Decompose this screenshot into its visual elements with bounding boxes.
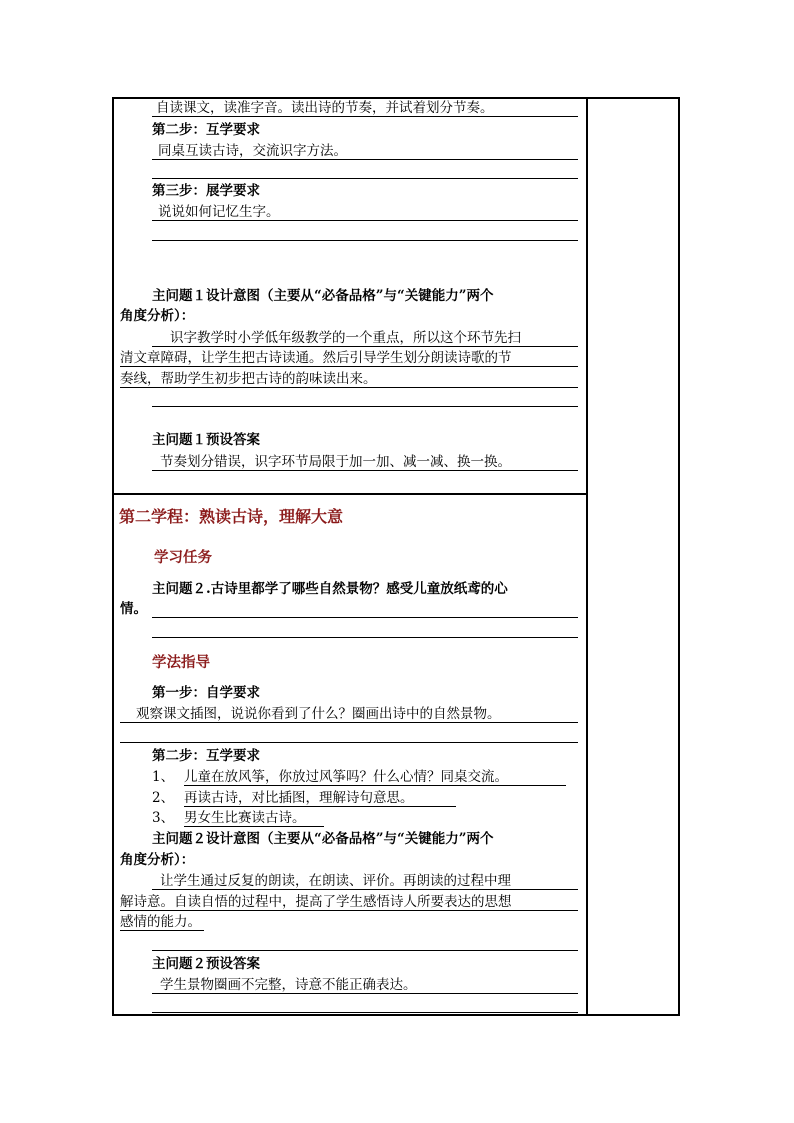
intent-line-3: 奏线，帮助学生初步把古诗的韵味读出来。 <box>120 371 377 387</box>
intent-line-2: 清文章障碍，让学生把古诗读通。然后引导学生划分朗读诗歌的节 <box>120 350 512 366</box>
underline <box>120 366 578 367</box>
item-num-2: 2、 <box>152 790 175 806</box>
intent-line-2: 解诗意。自读自悟的过程中，提高了学生感悟诗人所要表达的思想 <box>120 894 512 910</box>
question-line-2: 情。 <box>120 601 147 617</box>
underline <box>152 159 578 160</box>
item-text-1: 儿童在放风筝，你放过风筝吗？什么心情？同桌交流。 <box>184 769 508 785</box>
intent-title-1: 主问题２设计意图（主要从“必备品格”与“关键能力”两个 <box>152 831 494 847</box>
blank-line <box>152 617 578 618</box>
read-instruction: 自读课文，读准字音。读出诗的节奏，并试着划分节奏。 <box>156 100 494 116</box>
intent-title-2: 角度分析）： <box>120 308 195 324</box>
underline <box>152 220 578 221</box>
underline <box>120 722 578 723</box>
question-line-1: 主问题２.古诗里都学了哪些自然景物？感受儿童放纸鸢的心 <box>152 581 508 597</box>
intent-line-1: 识字教学时小学低年级教学的一个重点，所以这个环节先扫 <box>170 330 521 346</box>
underline <box>120 930 204 931</box>
blank-line <box>152 406 578 407</box>
step1-label: 第一步：自学要求 <box>152 685 260 701</box>
blank-line <box>120 742 578 743</box>
row-divider <box>114 493 586 495</box>
underline <box>152 470 578 471</box>
underline <box>152 993 578 994</box>
intent-line-3: 感情的能力。 <box>120 914 201 930</box>
answer-text: 节奏划分错误，识字环节局限于加一加、减一减、换一换。 <box>160 454 511 470</box>
blank-line <box>152 637 578 638</box>
intent-line-1: 让学生通过反复的朗读，在朗读、评价。再朗读的过程中理 <box>160 873 511 889</box>
underline <box>120 387 578 388</box>
answer-label: 主问题１预设答案 <box>152 432 260 448</box>
underline <box>184 806 456 807</box>
underline <box>152 116 578 117</box>
item-text-3: 男女生比赛读古诗。 <box>184 810 306 826</box>
answer-label: 主问题２预设答案 <box>152 956 260 972</box>
step3-text: 说说如何记忆生字。 <box>158 204 280 220</box>
step3-label: 第三步：展学要求 <box>152 183 260 199</box>
blank-line <box>152 178 578 179</box>
underline <box>152 346 578 347</box>
section-heading: 第二学程：熟读古诗，理解大意 <box>119 507 344 526</box>
step2-label: 第二步：互学要求 <box>152 748 260 764</box>
intent-title-1: 主问题１设计意图（主要从“必备品格”与“关键能力”两个 <box>152 288 494 304</box>
underline <box>184 826 324 827</box>
task-heading: 学习任务 <box>154 549 212 566</box>
item-num-1: 1、 <box>152 769 175 785</box>
column-divider <box>586 99 588 1014</box>
blank-line <box>152 1012 578 1013</box>
step2-text: 同桌互读古诗，交流识字方法。 <box>158 143 347 159</box>
step1-text: 观察课文插图，说说你看到了什么？圈画出诗中的自然景物。 <box>136 706 501 722</box>
blank-line <box>152 240 578 241</box>
method-heading: 学法指导 <box>152 654 210 671</box>
item-text-2: 再读古诗，对比插图，理解诗句意思。 <box>184 790 414 806</box>
underline <box>120 910 578 911</box>
intent-title-2: 角度分析）： <box>120 852 195 868</box>
item-num-3: 3、 <box>152 810 175 826</box>
blank-line <box>152 950 578 951</box>
step2-label: 第二步：互学要求 <box>152 122 260 138</box>
underline <box>152 889 578 890</box>
answer-text: 学生景物圈画不完整，诗意不能正确表达。 <box>160 977 417 993</box>
underline <box>184 785 566 786</box>
